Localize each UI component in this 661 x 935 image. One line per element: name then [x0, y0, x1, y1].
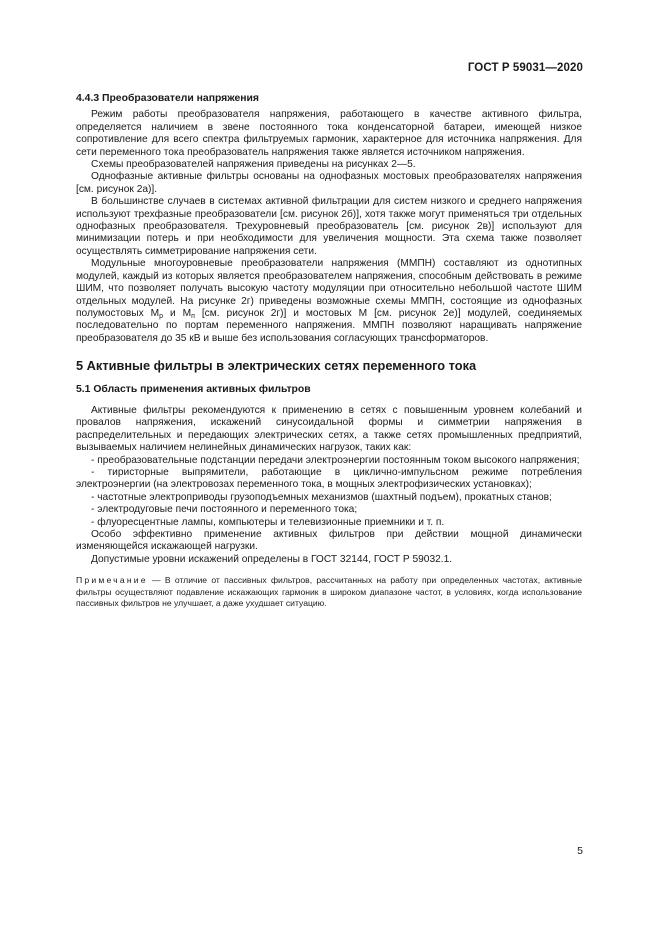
section-title-5: 5 Активные фильтры в электрических сетях переменного тока — [76, 358, 477, 374]
document-standard-id: ГОСТ Р 59031—2020 — [467, 62, 583, 74]
note-text: — В отличие от пассивных фильтров, рассчитанных на работу при определенных частотах, активные фильтры осуществляют подавление искажающих гармоник в широком диапазоне частот, в условиях, когда использование пассивных фильтров не улучшает, а даже ухудшает ситуацию. — [76, 575, 582, 609]
paragraph: Схемы преобразователей напряжения приведены на рисунках 2—5. — [91, 159, 416, 171]
paragraph-text: [см. рисунок 2г)] и мостовых М [см. рисунок 2е)] модулей, соединяемых последовательно по портам переменного напряжения. ММПН позволяют наращивать напряжение преобразователя до 35 кВ и выше без использования согласующих трансформаторов. — [76, 307, 583, 344]
subsection-title-5-1: 5.1 Область применения активных фильтров — [76, 383, 311, 395]
paragraph: Допустимые уровни искажений определены в ГОСТ 32144, ГОСТ Р 59032.1. — [91, 553, 453, 565]
paragraph-text: и М — [163, 307, 192, 319]
note-label: Примечание — [76, 575, 148, 586]
subscript: п — [191, 312, 195, 320]
list-item: - частотные электроприводы грузоподъемных механизмов (шахтный подъем), прокатных станов; — [91, 491, 552, 503]
subscript: р — [159, 312, 164, 320]
paragraph-mmpn — [76, 258, 582, 345]
list-item: - тиристорные выпрямители, работающие в циклично-импульсном режиме потребления электроэнергии (на электровозах переменного тока, в мощных электрофизических установках); — [76, 466, 582, 491]
paragraph: Активные фильтры рекомендуются к применению в сетях с повышенным уровнем колебаний и провалов напряжения, искажений синусоидальной формы и симметрии напряжения в распределительных и передающих электрических сетях, а также сетях промышленных предприятий, вызываемых наличием нелинейных динамических нагрузок, таких как: — [76, 404, 582, 454]
subsection-title-4-4-3: 4.4.3 Преобразователи напряжения — [76, 93, 259, 104]
paragraph: Однофазные активные фильтры основаны на однофазных мостовых преобразователях напряжения [см. рисунок 2а)]. — [76, 171, 582, 195]
paragraph-text: Модульные многоуровневые преобразователи напряжения (ММПН) составляют из однотипных модулей, каждый из которых является преобразователем напряжения, способным действовать в режиме ШИМ, что позволяет получать высокую частоту модуляции при относительно небольшой частоте ШИМ отдельных модулей. На рисунке 2г) приведены возможные схемы ММПН, состоящие из однофазных полумостовых М — [76, 258, 582, 319]
list-item: - флуоресцентные лампы, компьютеры и телевизионные приемники и т. п. — [91, 516, 445, 528]
paragraph: Особо эффективно применение активных фильтров при действии мощной динамически изменяющейся искажающей нагрузки. — [76, 529, 582, 553]
list-item: - электродуговые печи постоянного и переменного тока; — [91, 504, 358, 516]
list-item: - преобразовательные подстанции передачи электроэнергии постоянным током высокого напряжения; — [91, 454, 580, 466]
document-body — [76, 93, 582, 609]
note — [76, 575, 582, 609]
page-number: 5 — [577, 845, 583, 857]
paragraph: В большинстве случаев в системах активной фильтрации для систем низкого и среднего напряжения используют трехфазные преобразователи [см. рисунок 2б)], хотя также могут применяться три отдельных однофазных преобразователя. Трехуровневый преобразователь [см. рисунок 2в)] используют для минимизации потерь и при необходимости для увеличения мощности. Эта схема также позволяет осуществлять симметрирование напряжения сети. — [76, 196, 582, 257]
paragraph: Режим работы преобразователя напряжения, работающего в качестве активного фильтра, определяется наличием в звене постоянного тока конденсаторной батареи, имеющей низкое сопротивление для всего спектра фильтруемых гармоник, характерное для источника напряжения. Для сети переменного тока преобразователь напряжения также является источником напряжения. — [76, 109, 582, 158]
